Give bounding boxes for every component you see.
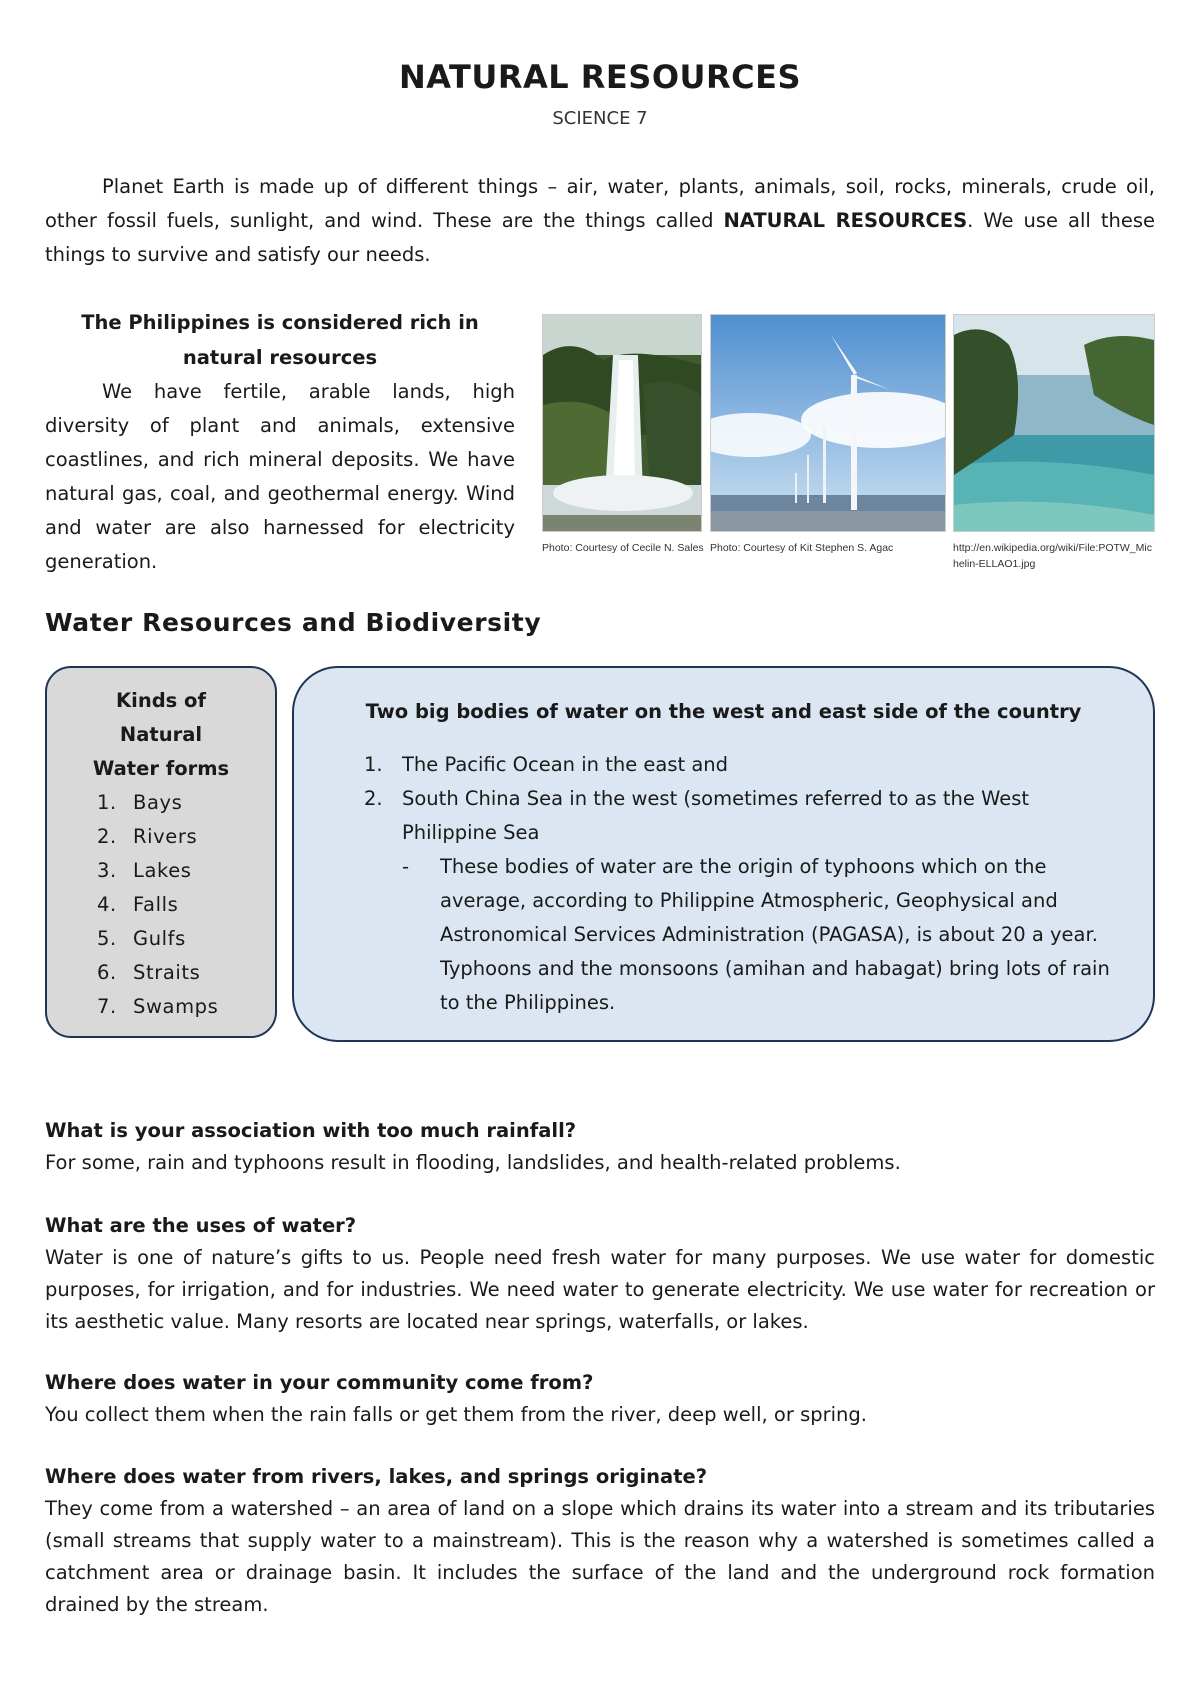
list-number: 7.: [97, 995, 117, 1018]
bodies-list: [364, 748, 1114, 1020]
page-subtitle: SCIENCE 7: [552, 108, 648, 129]
kinds-list: [47, 786, 275, 1024]
question: What are the uses of water?: [45, 1214, 357, 1237]
section-heading: Water Resources and Biodiversity: [45, 608, 542, 637]
question: What is your association with too much rainfall?: [45, 1119, 577, 1142]
list-number: 6.: [97, 961, 117, 984]
sub-list-item: [402, 850, 1114, 1020]
list-dash: -: [402, 855, 410, 878]
waterfall-photo: [542, 314, 702, 532]
list-number: 2.: [364, 787, 383, 810]
lagoon-photo: [953, 314, 1155, 532]
intro-emphasis: NATURAL RESOURCES: [723, 209, 968, 232]
page-title: NATURAL RESOURCES: [398, 58, 802, 96]
wind-turbines-photo: [710, 314, 946, 532]
list-label: Bays: [133, 791, 183, 814]
document-page: [45, 0, 1155, 1696]
qa-block: [45, 1115, 1155, 1179]
list-number: 4.: [97, 893, 117, 916]
philippines-heading: The Philippines is considered rich in natural resources: [81, 311, 479, 369]
list-label: Lakes: [133, 859, 192, 882]
list-label: Falls: [133, 893, 179, 916]
photo-caption-1: Photo: Courtesy of Cecile N. Sales: [542, 542, 704, 554]
list-item: [97, 888, 275, 922]
bodies-of-water-box: [292, 666, 1155, 1042]
list-label: Swamps: [133, 995, 219, 1018]
list-item: [97, 990, 275, 1024]
bodies-title: Two big bodies of water on the west and east side of the country: [365, 700, 1082, 723]
answer: You collect them when the rain falls or get them from the river, deep well, or spring.: [45, 1403, 867, 1426]
list-number: 3.: [97, 859, 117, 882]
list-item: [97, 820, 275, 854]
list-number: 2.: [97, 825, 117, 848]
philippines-section: [45, 305, 515, 579]
list-text: The Pacific Ocean in the east and: [402, 753, 729, 776]
list-item: [97, 956, 275, 990]
list-item: [364, 748, 1114, 782]
kinds-of-water-forms-box: [45, 666, 277, 1038]
list-item: [97, 854, 275, 888]
list-number: 1.: [97, 791, 117, 814]
qa-block: [45, 1461, 1155, 1621]
qa-block: [45, 1210, 1155, 1338]
kinds-title: Kinds of Natural Water forms: [92, 689, 230, 780]
intro-text-start: Planet Earth is made up of different things – air, water, plants, animals, soil, rocks, minerals, crude oil, other fossil fuels, sunlight, and wind. These are the things called: [45, 175, 1155, 232]
intro-text-end: . We use all these things to survive and satisfy our needs.: [45, 209, 1155, 266]
list-label: Gulfs: [133, 927, 186, 950]
list-number: 5.: [97, 927, 117, 950]
qa-block: [45, 1367, 1155, 1431]
list-item: [364, 782, 1114, 1020]
intro-paragraph: [45, 170, 1155, 272]
list-number: 1.: [364, 753, 383, 776]
list-text: South China Sea in the west (sometimes referred to as the West Philippine Sea: [402, 787, 1030, 844]
answer: They come from a watershed – an area of land on a slope which drains its water into a stream and its tributaries (small streams that supply water to a mainstream). This is the reason why a watershed is sometimes called a catchment area or drainage basin. It includes the surface of the land and the underground rock formation drained by the stream.: [45, 1497, 1155, 1616]
question: Where does water in your community come from?: [45, 1371, 594, 1394]
question: Where does water from rivers, lakes, and springs originate?: [45, 1465, 708, 1488]
list-label: Straits: [133, 961, 201, 984]
list-label: Rivers: [133, 825, 198, 848]
photo-caption-2: Photo: Courtesy of Kit Stephen S. Agac: [710, 542, 894, 554]
photo-caption-3: http://en.wikipedia.org/wiki/File:POTW_Michelin-ELLAO1.jpg: [953, 542, 1152, 570]
sub-list-text: These bodies of water are the origin of typhoons which on the average, according to Philippine Atmospheric, Geophysical and Astronomical Services Administration (PAGASA), is about 20 a year. Typhoons and the monsoons (amihan and habagat) bring lots of rain to the Philippines.: [440, 855, 1110, 1014]
philippines-body: We have fertile, arable lands, high diversity of plant and animals, extensive coastlines, and rich mineral deposits. We have natural gas, coal, and geothermal energy. Wind and water are also harnessed for electricity generation.: [45, 380, 515, 573]
sub-list: [402, 850, 1114, 1020]
photo-strip: [542, 314, 1155, 574]
list-item: [97, 786, 275, 820]
answer: For some, rain and typhoons result in flooding, landslides, and health-related problems.: [45, 1151, 901, 1174]
answer: Water is one of nature’s gifts to us. People need fresh water for many purposes. We use water for domestic purposes, for irrigation, and for industries. We need water to generate electricity. We use water for recreation or its aesthetic value. Many resorts are located near springs, waterfalls, or lakes.: [45, 1246, 1155, 1333]
list-item: [97, 922, 275, 956]
